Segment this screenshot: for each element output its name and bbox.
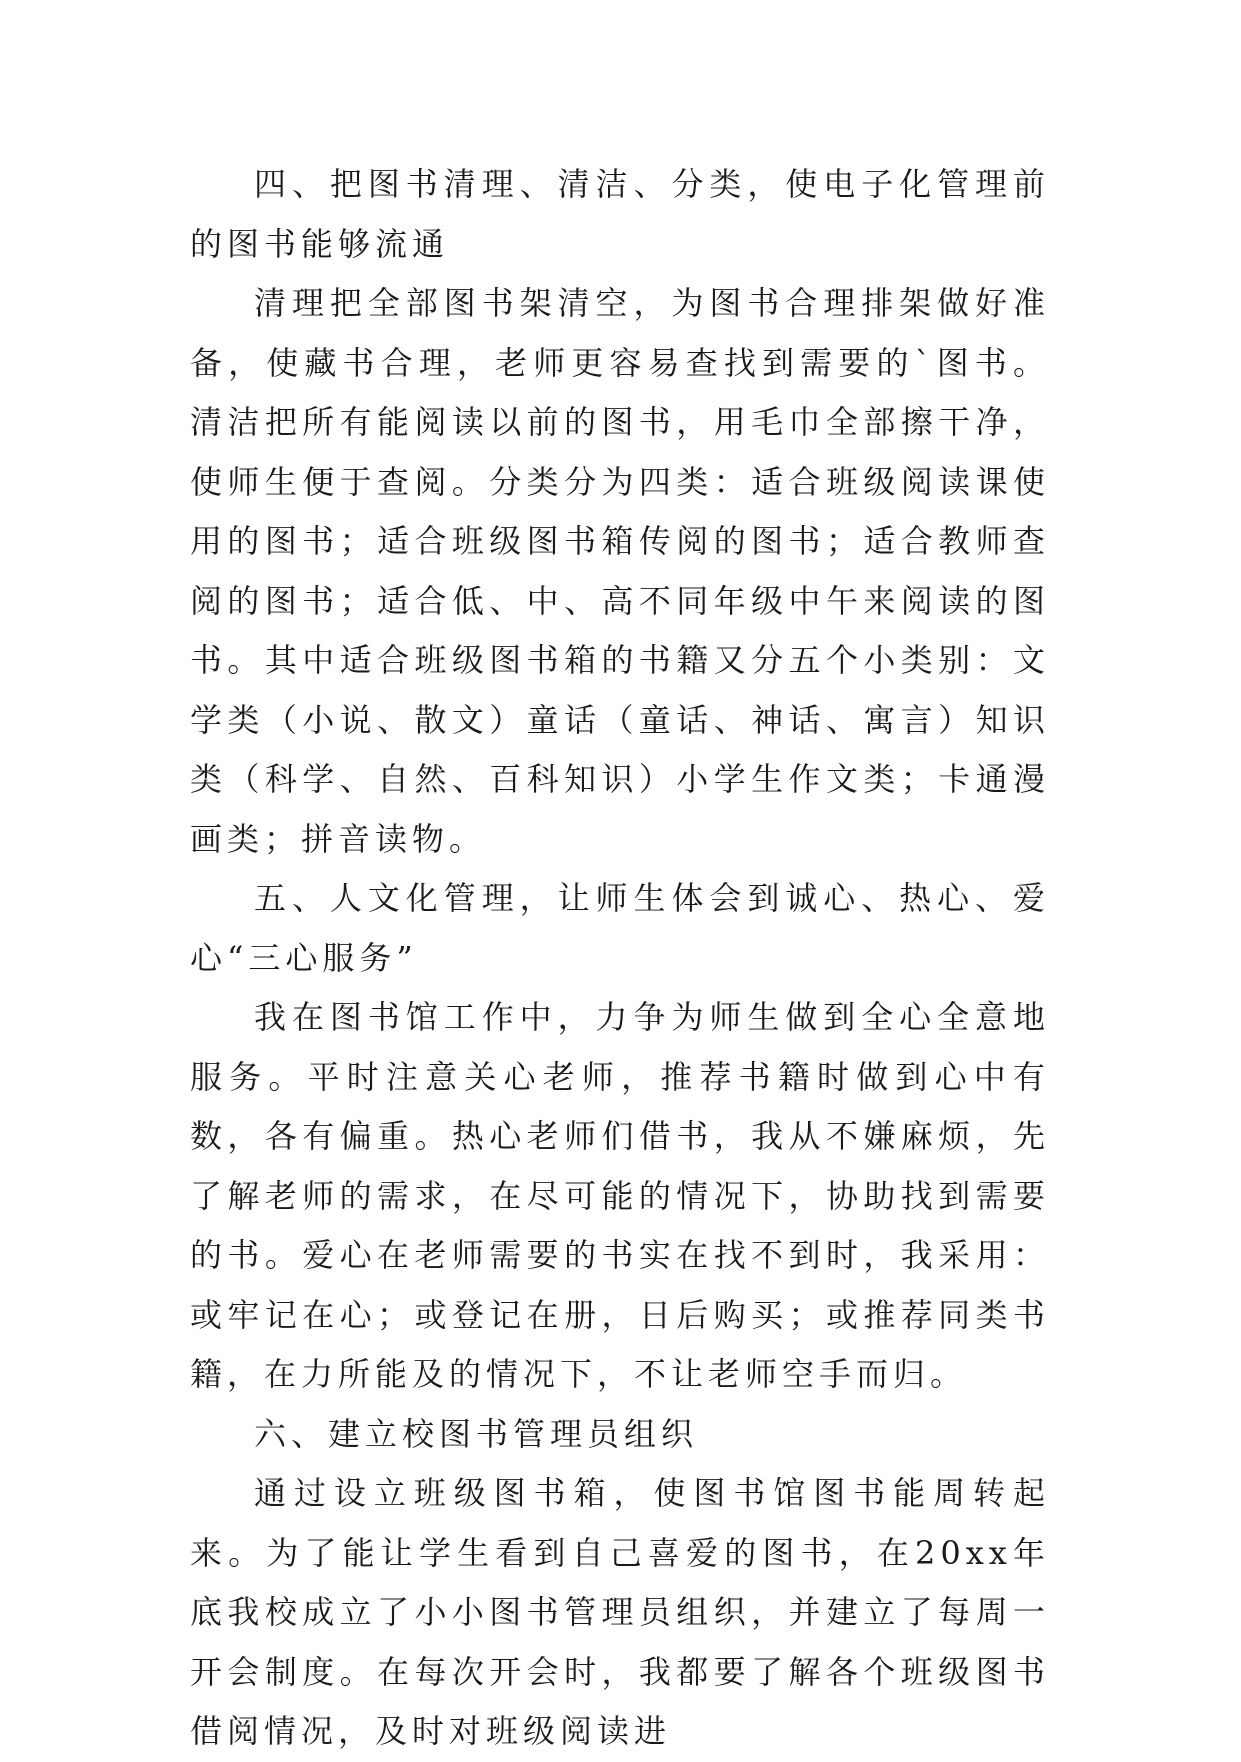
section-heading-5: 五、人文化管理，让师生体会到诚心、热心、爱心“三心服务” — [190, 879, 1050, 977]
paragraph-organization: 通过设立班级图书箱，使图书馆图书能周转起来。为了能让学生看到自己喜爱的图书，在20xx年底我校成立了小小图书管理员组织，并建立了每周一开会制度。在每次开会时，我都要了解各个班级图书借阅情况，及时对班级阅读进 — [190, 1474, 1050, 1750]
document-body — [190, 155, 1050, 1762]
section-heading-6: 六、建立校图书管理员组织 — [254, 1414, 699, 1453]
paragraph-service: 我在图书馆工作中，力争为师生做到全心全意地服务。平时注意关心老师，推荐书籍时做到心中有数，各有偏重。热心老师们借书，我从不嫌麻烦，先了解老师的需求，在尽可能的情况下，协助找到需要的书。爱心在老师需要的书实在找不到时，我采用：或牢记在心；或登记在册，日后购买；或推荐同类书籍，在力所能及的情况下，不让老师空手而归。 — [190, 998, 1050, 1393]
paragraph-cleanup: 清理把全部图书架清空，为图书合理排架做好准备，使藏书合理，老师更容易查找到需要的`图书。清洁把所有能阅读以前的图书，用毛巾全部擦干净，使师生便于查阅。分类分为四类：适合班级阅读课使用的图书；适合班级图书箱传阅的图书；适合教师查阅的图书；适合低、中、高不同年级中午来阅读的图书。其中适合班级图书箱的书籍又分五个小类别：文学类（小说、散文）童话（童话、神话、寓言）知识类（科学、自然、百科知识）小学生作文类；卡通漫画类；拼音读物。 — [190, 284, 1050, 858]
section-heading-4: 四、把图书清理、清洁、分类，使电子化管理前的图书能够流通 — [190, 165, 1050, 263]
